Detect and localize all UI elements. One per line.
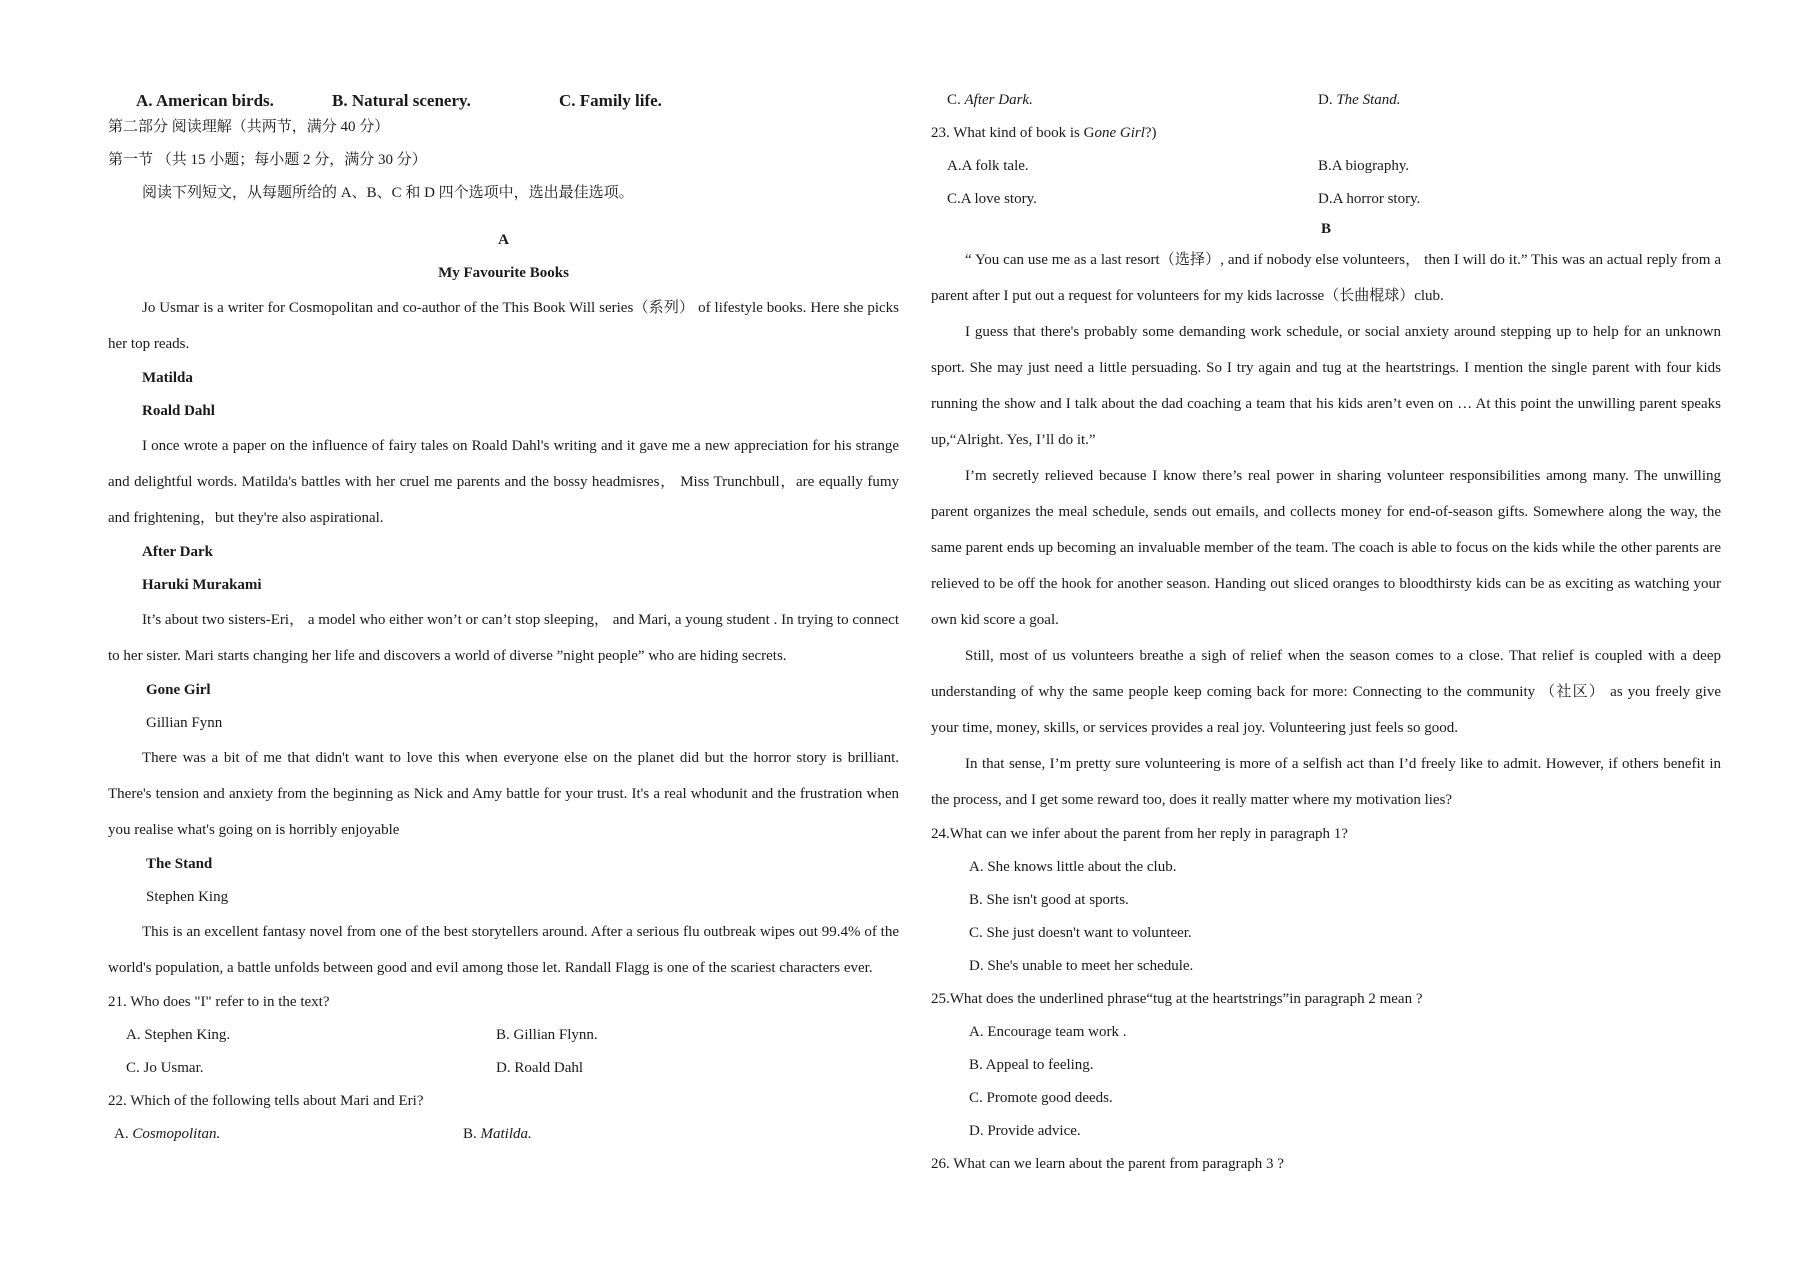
q25-option-b: B. Appeal to feeling.: [969, 1057, 1094, 1073]
question-21: 21. Who does "I" refer to in the text?: [108, 994, 330, 1010]
q25-option-c: C. Promote good deeds.: [969, 1090, 1113, 1106]
book3-author: Gillian Fynn: [146, 715, 223, 731]
q23-option-d: D.A horror story.: [1318, 191, 1421, 207]
passage-letter-a: A: [498, 232, 509, 248]
q22-option-b: B. Matilda.: [463, 1126, 532, 1142]
left-column: [108, 84, 899, 1151]
passage-b-paragraph-2: I guess that there's probably some demanding work schedule, or social anxiety around stepping up to help for an unknown sport. She may just need a little persuading. So I try again and tug at the heartstrings. I mention the single parent with four kids running the show and I talk about the dad coaching a team that his kids aren’t even on … At this point the unwilling parent speaks up,“Alright. Yes, I’ll do it.”: [931, 324, 1721, 448]
passage-b-paragraph-4: Still, most of us volunteers breathe a sigh of relief when the season comes to a close. That relief is coupled with a deep understanding of why the same people keep coming back for more: Connecting to the community （社区） as you freely give your time, money, skills, or services provides a real joy. Volunteering just feels so good.: [931, 648, 1721, 736]
book1-author: Roald Dahl: [142, 403, 215, 419]
q21-option-c: C. Jo Usmar.: [126, 1060, 204, 1076]
question-22: 22. Which of the following tells about Mari and Eri?: [108, 1093, 424, 1109]
option-c: C. Family life.: [559, 91, 662, 110]
passage-b-paragraph-3: I’m secretly relieved because I know there’s real power in sharing volunteer responsibilities among many. The unwilling parent organizes the meal schedule, sends out emails, and collects money for end-of-season gifts. Somewhere along the way, the same parent ends up becoming an invaluable member of the team. The coach is able to focus on the kids while the other parents are relieved to be off the hook for another season. Handing out sliced oranges to bloodthirsty kids can be as exciting as watching your own kid score a goal.: [931, 468, 1721, 628]
question-23: 23. What kind of book is Gone Girl?): [931, 125, 1157, 141]
q24-option-b: B. She isn't good at sports.: [969, 892, 1129, 908]
q21-options-row1: [108, 1019, 899, 1052]
q24-option-c: C. She just doesn't want to volunteer.: [969, 925, 1192, 941]
q24-option-a: A. She knows little about the club.: [969, 859, 1177, 875]
passage-letter-b: B: [1320, 221, 1331, 237]
q21-options-row2: [108, 1052, 899, 1085]
q25-option-d: D. Provide advice.: [969, 1123, 1081, 1139]
q22-option-a: A. Cosmopolitan.: [114, 1126, 221, 1142]
book4-text: This is an excellent fantasy novel from one of the best storytellers around. After a serious flu outbreak wipes out 99.4% of the world's population, a battle unfolds between good and evil among those let. Randall Flagg is one of the scariest characters ever.: [108, 924, 899, 976]
q22-option-c: C. After Dark.: [947, 92, 1033, 108]
option-a: A. American birds.: [136, 91, 274, 110]
q23-options-row2: [931, 183, 1721, 216]
question-24: 24.What can we infer about the parent from her reply in paragraph 1?: [931, 826, 1348, 842]
q23-option-a: A.A folk tale.: [947, 158, 1029, 174]
book4-title: The Stand: [146, 856, 213, 872]
instruction: 阅读下列短文，从每题所给的 A、B、C 和 D 四个选项中，选出最佳选项。: [142, 185, 634, 201]
q23-options-row1: [931, 150, 1721, 183]
passage-b-paragraph-1: “ You can use me as a last resort（选择）, and if nobody else volunteers， then I will do it.” This was an actual reply from a parent after I put out a request for volunteers for my kids lacrosse（长曲棍球）club.: [931, 252, 1721, 304]
section-heading: 第一节 （共 15 小题；每小题 2 分，满分 30 分）: [108, 152, 427, 168]
question-25: 25.What does the underlined phrase“tug at the heartstrings”in paragraph 2 mean ?: [931, 991, 1423, 1007]
q21-option-d: D. Roald Dahl: [496, 1060, 584, 1076]
passage-title: My Favourite Books: [438, 265, 569, 281]
book4-author: Stephen King: [146, 889, 229, 905]
q25-option-a: A. Encourage team work .: [969, 1024, 1127, 1040]
q21-option-b: B. Gillian Flynn.: [496, 1027, 598, 1043]
book3-title: Gone Girl: [146, 682, 211, 698]
question-26: 26. What can we learn about the parent from paragraph 3 ?: [931, 1156, 1284, 1172]
right-column: [931, 84, 1721, 1181]
book3-text: There was a bit of me that didn't want to love this when everyone else on the planet did but the horror story is brilliant. There's tension and anxiety from the beginning as Nick and Amy battle for your trust. It's a real whodunit and the frustration when you realise what's going on is horribly enjoyable: [108, 750, 899, 838]
q22-options-row1: [108, 1118, 899, 1151]
option-b: B. Natural scenery.: [332, 91, 471, 110]
part-heading: 第二部分 阅读理解（共两节，满分 40 分）: [108, 119, 390, 135]
q23-option-b: B.A biography.: [1318, 158, 1410, 174]
book2-title: After Dark: [142, 544, 213, 560]
q21-option-a: A. Stephen King.: [126, 1027, 231, 1043]
book1-text: I once wrote a paper on the influence of fairy tales on Roald Dahl's writing and it gave me a new appreciation for his strange and delightful words. Matilda's battles with her cruel me parents and the bossy headmisres， Miss Trunchbull，are equally fumy and frightening，but they're also aspirational.: [108, 438, 899, 526]
intro-paragraph: Jo Usmar is a writer for Cosmopolitan and co-author of the This Book Will series（系列） of lifestyle books. Here she picks her top reads.: [108, 300, 899, 352]
q23-option-c: C.A love story.: [947, 191, 1037, 207]
book1-title: Matilda: [142, 370, 193, 386]
passage-b-paragraph-5: In that sense, I’m pretty sure volunteering is more of a selfish act than I’d freely like to admit. However, if others benefit in the process, and I get some reward too, does it really matter where my motivation lies?: [931, 756, 1721, 808]
book2-author: Haruki Murakami: [142, 577, 262, 593]
q24-option-d: D. She's unable to meet her schedule.: [969, 958, 1194, 974]
q22-options-row2: [931, 84, 1721, 117]
book2-text: It’s about two sisters-Eri， a model who either won’t or can’t stop sleeping， and Mari, a young student . In trying to connect to her sister. Mari starts changing her life and discovers a world of diverse ”night people” who are hiding secrets.: [108, 612, 899, 664]
q22-option-d: D. The Stand.: [1318, 92, 1401, 108]
